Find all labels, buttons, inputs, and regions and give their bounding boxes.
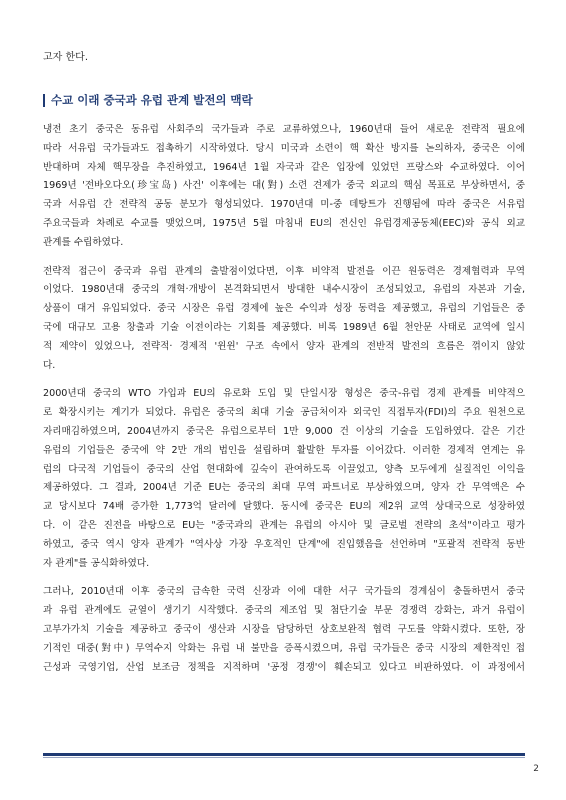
paragraph-line: 다. bbox=[43, 359, 56, 371]
paragraph-line: 국과 서유럽 간 전략적 공동 분모가 형성되었다. 1970년대 미-중 데탕트가 진행됨에 따라 중국은 서유럽 bbox=[43, 199, 525, 211]
heading-accent-bar bbox=[43, 94, 45, 107]
paragraph-4 bbox=[43, 583, 525, 677]
paragraph-line: 다. 이 같은 진전을 바탕으로 EU는 "중국과의 관계는 유럽의 아시아 및 글로벌 전략의 초석"이라고 평가 bbox=[43, 519, 525, 531]
paragraph-line: 적 제약이 있었으나, 전략적· 경제적 '윈윈' 구조 속에서 양자 관계의 전반적 발전의 흐름은 꺾이지 않았 bbox=[43, 340, 525, 352]
paragraph-line: 상품이 대거 유입되었다. 중국 시장은 유럽 경제에 높은 수익과 성장 동력을 제공했고, 유럽의 기업들은 중 bbox=[43, 303, 525, 315]
paragraph-line: 과 유럽 관계에도 균열이 생기기 시작했다. 중국의 제조업 및 첨단기술 부문 경쟁력 강화는, 과거 유럽이 bbox=[43, 605, 525, 617]
paragraph-line: 관계를 수립하였다. bbox=[43, 236, 124, 248]
paragraph-line: 교 당시보다 74배 증가한 1,773억 달러에 달했다. 동시에 중국은 EU의 제2위 교역 상대국으로 성장하였 bbox=[43, 501, 525, 513]
paragraph-line: 로 확장시키는 계기가 되었다. 유럽은 중국의 최대 기술 공급처이자 외국인 직접투자(FDI)의 주요 원천으로 bbox=[43, 407, 525, 419]
paragraph-line: 전략적 접근이 중국과 유럽 관계의 출발점이었다면, 이후 비약적 발전을 이끈 원동력은 경제협력과 무역 bbox=[43, 265, 525, 277]
lead-line: 고자 한다. bbox=[43, 52, 88, 63]
section-heading bbox=[43, 92, 253, 108]
paragraph-line: 2000년대 중국의 WTO 가입과 EU의 유로화 도입 및 단일시장 형성은 중국-유럽 경제 관계를 비약적으 bbox=[43, 388, 525, 400]
paragraph-line: 제공하였다. 그 결과, 2004년 기준 EU는 중국의 최대 무역 파트너로 부상하였으며, 양자 간 무역액은 수 bbox=[43, 482, 525, 494]
paragraph-line: 근성과 국영기업, 산업 보조금 정책을 지적하며 '공정 경쟁'이 훼손되고 있다고 비판하였다. 이 과정에서 bbox=[43, 661, 525, 673]
paragraph-line: 자 관계"를 공식화하였다. bbox=[43, 557, 150, 569]
paragraph-line: 주요국들과 차례로 수교를 맺었으며, 1975년 5월 마침내 EU의 전신인 유럽경제공동체(EEC)와 공식 외교 bbox=[43, 217, 525, 229]
paragraph-line: 이었다. 1980년대 중국의 개혁·개방이 본격화되면서 방대한 내수시장이 조성되었고, 유럽의 자본과 기술, bbox=[43, 284, 525, 296]
paragraph-line: 국에 대규모 고용 창출과 기술 이전이라는 기회를 제공했다. 비록 1989년 6월 천안문 사태로 교역에 일시 bbox=[43, 321, 525, 333]
paragraph-line: 따라 서유럽 국가들과도 접촉하기 시작하였다. 당시 미국과 소련이 핵 확산 방지를 논의하자, 중국은 이에 bbox=[43, 142, 525, 154]
paragraph-line: 고부가가치 기술을 제공하고 중국이 생산과 시장을 담당하던 상호보완적 협력 구도를 약화시켰다. 또한, 장 bbox=[43, 623, 525, 635]
footer-rule bbox=[43, 753, 525, 756]
page-number: 2 bbox=[533, 764, 539, 774]
footer-rule-thin bbox=[43, 757, 525, 758]
paragraph-line: 냉전 초기 중국은 동유럽 사회주의 국가들과 주로 교류하였으나, 1960년대 들어 새로운 전략적 필요에 bbox=[43, 124, 525, 135]
paragraph-line: 그러나, 2010년대 이후 중국의 급속한 국력 신장과 이에 대한 서구 국가들의 경계심이 충돌하면서 중국 bbox=[43, 586, 525, 598]
body-text bbox=[43, 121, 525, 687]
paragraph-line: 반대하며 자체 핵무장을 추진하였고, 1964년 1월 자국과 같은 입장에 있었던 프랑스와 수교하였다. 이어 bbox=[43, 161, 525, 173]
paragraph-line: 럽의 다국적 기업들이 중국의 산업 현대화에 깊숙이 관여하도록 이끌었고, 양측 모두에게 실질적인 이익을 bbox=[43, 463, 525, 475]
paragraph-1 bbox=[43, 121, 525, 253]
section-title: 수교 이래 중국과 유럽 관계 발전의 맥락 bbox=[51, 93, 253, 107]
paragraph-3 bbox=[43, 385, 525, 573]
paragraph-line: 유럽의 기업들은 중국에 약 2만 개의 법인을 설립하며 활발한 투자를 이어갔다. 이러한 경제적 연계는 유 bbox=[43, 444, 525, 456]
paragraph-line: 1969년 '전바오다오(珍宝岛) 사건' 이후에는 대(對) 소련 견제가 중국 외교의 핵심 목표로 부상하면서, 중 bbox=[43, 180, 525, 192]
paragraph-line: 자리매김하였으며, 2004년까지 중국은 유럽으로부터 1만 9,000 건 이상의 기술을 도입하였다. 같은 기간 bbox=[43, 425, 525, 437]
paragraph-line: 기적인 대중(對中) 무역수지 악화는 유럽 내 불만을 증폭시켰으며, 유럽 국가들은 중국 시장의 제한적인 접 bbox=[43, 642, 525, 654]
paragraph-2 bbox=[43, 263, 525, 376]
paragraph-line: 하였고, 중국 역시 양자 관계가 "역사상 가장 우호적인 단계"에 진입했음을 선언하며 "포괄적 전략적 동반 bbox=[43, 538, 525, 550]
